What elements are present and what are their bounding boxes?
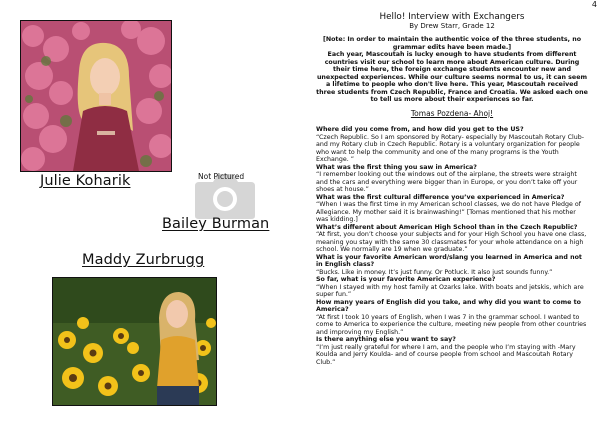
not-pictured-label: Not Pictured	[198, 172, 245, 181]
answer: “At first, you don’t choose your subjects and for your High School you have one class, meaning you stay with the same 30 classmates for your whole attendance on a high school. We normally are 19 when we graduate.”	[316, 231, 587, 253]
answer: “I remember looking out the windows out of the airplane, the streets were straight and the cars and everything were bigger than in Europe, or you don’t take off your shoes at house.”	[316, 171, 578, 193]
question: What was the first cultural difference you’ve experienced in America?	[316, 193, 565, 201]
qa-item	[316, 164, 588, 194]
qa-item	[316, 336, 588, 366]
qa-item	[316, 276, 588, 299]
page-number: 4	[591, 0, 597, 9]
question: What is your favorite American word/slang you learned in America and not in English class?	[316, 253, 582, 268]
qa-item	[316, 299, 588, 337]
student-photo-maddy	[52, 277, 217, 406]
student-photo-julie	[20, 20, 172, 172]
student-name-julie: Julie Koharik	[40, 173, 131, 189]
article-title: Hello! Interview with Exchangers	[379, 12, 525, 22]
answer: “Bucks. Like in money. It’s just funny. Or Potluck. It also just sounds funny.”	[316, 268, 553, 276]
question: What was the first thing you saw in America?	[316, 163, 477, 171]
answer: “I’m just really grateful for where I am, and the people who I’m staying with -Mary Koulda and Jerry Koulda- and of course people from school and Mascoutah Rotary Club.”	[316, 343, 576, 366]
answer: “At first I took 10 years of English, when I was 7 in the grammar school. I wanted to come to America to experience the culture, meeting new people from other countries and improving my English.”	[316, 313, 587, 336]
question: Where did you come from, and how did you get to the US?	[316, 126, 524, 133]
editor-note: [Note: In order to maintain the authentic voice of the three students, no grammar edits have been made.]	[322, 36, 582, 51]
article-intro: Each year, Mascoutah is lucky enough to have students from different countries visit our school to learn more about American culture. During their time here, the foreign exchange students encounter new and unexpected experiences. While our culture seems normal to us, it can seem a lifetime to people who don't live here. This year, Mascoutah received three students from Czech Republic, France and Croatia. We asked each one to tell us more about their experiences so far.	[316, 51, 588, 103]
answer: “When I was the first time in my American school classes, we do not have Pledge of Allegiance. My mother said it is brainwashing!” [Tomas mentioned that his mother was kidding.]	[316, 201, 581, 223]
article-byline: By Drew Starr, Grade 12	[409, 22, 495, 30]
qa-item	[316, 224, 588, 254]
question: What’s different about American High School than in the Czech Republic?	[316, 223, 578, 231]
answer: “When I stayed with my host family at Ozarks lake. With boats and jetskis, which are super fun.”	[316, 283, 584, 298]
student-name-maddy: Maddy Zurbrugg	[82, 252, 205, 268]
qa-item	[316, 254, 588, 277]
student-name-bailey: Bailey Burman	[162, 216, 270, 232]
interview-article	[316, 12, 588, 366]
answer: “Czech Republic. So I am sponsored by Rotary- especially by Mascoutah Rotary Club- and my Rotary club in Czech Republic. Rotary is a voluntary organization for people who want to help the community and one of the many programs is the Youth Exchange. ”	[316, 133, 584, 163]
qa-item	[316, 126, 588, 164]
qa-item	[316, 194, 588, 224]
interview-subheading: Tomas Pozdena- Ahoj!	[410, 108, 494, 118]
question: So far, what is your favorite American experience?	[316, 276, 496, 283]
question: How many years of English did you take, and why did you want to come to America?	[316, 298, 581, 313]
question: Is there anything else you want to say?	[316, 336, 456, 343]
